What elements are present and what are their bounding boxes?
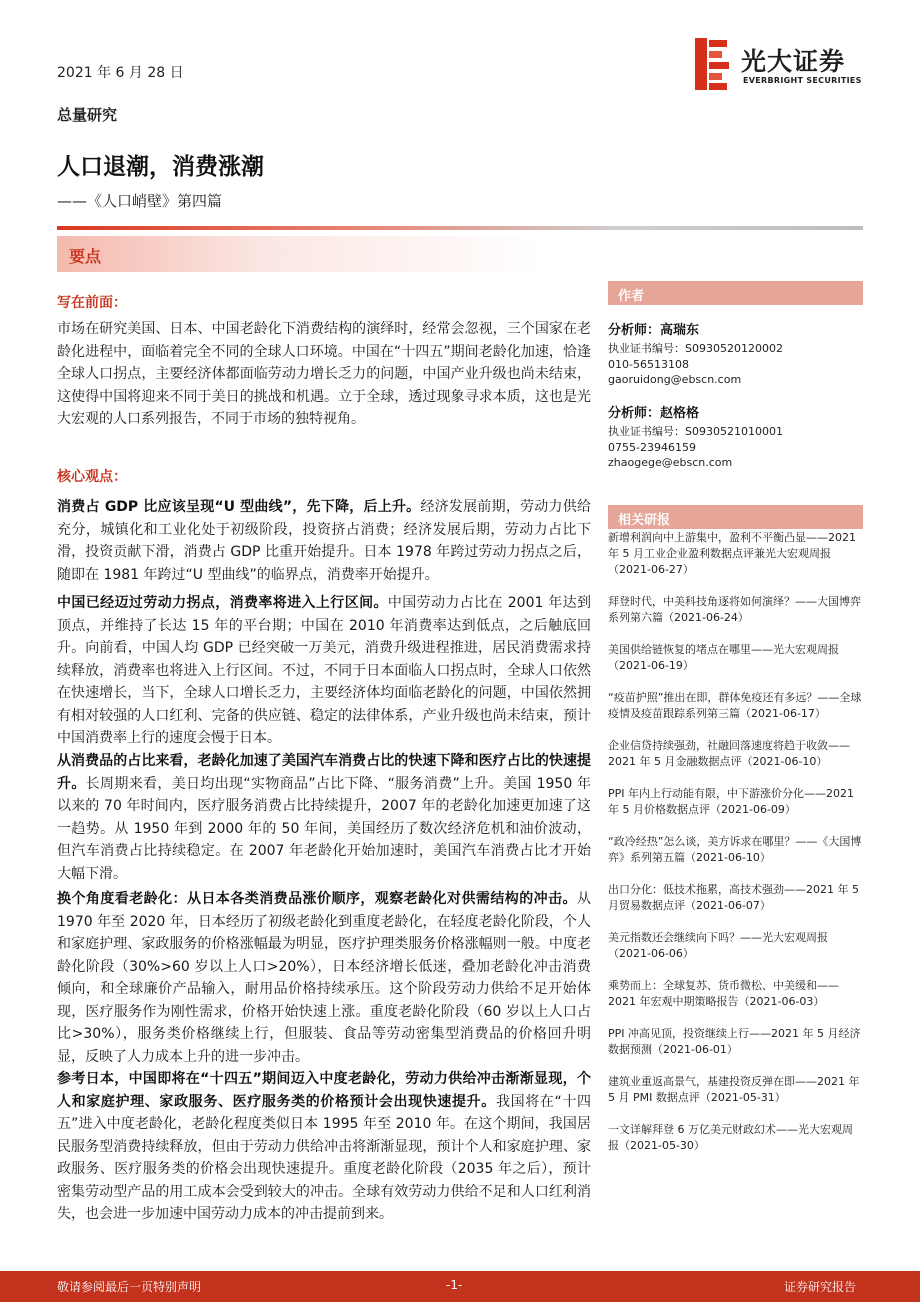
- analyst-phone: 010-56513108: [608, 357, 689, 371]
- core-point-body: 长周期来看，美日均出现“实物商品”占比下降、“服务消费”上升。美国 1950 年以来的 70 年时间内，医疗服务消费占比持续提升，2007 年的老龄化加速更加速了这一趋势。从 1950 年到 2000 年的 50 年间，美国经历了数次经济危机和油价波动，但汽车消费占比持续稳定。在 2007 年老龄化开始加速时，美国汽车消费占比才开始大幅下滑。: [57, 775, 592, 882]
- related-report-item[interactable]: 新增利润向中上游集中，盈利不平衡凸显——2021 年 5 月工业企业盈利数据点评兼光大宏观周报（2021-06-27）: [608, 531, 856, 576]
- core-title: 核心观点：: [57, 469, 127, 485]
- core-point-2: [57, 592, 591, 750]
- analyst-name: 分析师：赵格格: [608, 406, 700, 421]
- core-point-lead: 参考日本，中国即将在“十四五”期间迈入中度老龄化，劳动力供给冲击渐渐显现，个人和家庭护理、家政服务、医疗服务类的价格预计会出现快速提升。: [57, 1071, 591, 1110]
- logo-english-name: EVERBRIGHT SECURITIES: [743, 76, 862, 85]
- related-reports-list: [608, 530, 863, 1170]
- core-point-paragraph: [57, 592, 591, 750]
- related-report-item[interactable]: PPI 冲高见顶，投资继续上行——2021 年 5 月经济数据预测（2021-06-01）: [608, 1027, 861, 1056]
- core-point-lead: 换个角度看老龄化：从日本各类消费品涨价顺序，观察老龄化对供需结构的冲击。: [57, 891, 577, 907]
- foreword-title: 写在前面：: [57, 295, 127, 311]
- related-report-item[interactable]: “政冷经热”怎么谈，美方诉求在哪里？——《大国博弈》系列第五篇（2021-06-10）: [608, 835, 862, 864]
- report-category: 总量研究: [57, 106, 118, 124]
- core-point-lead: 消费占 GDP 比应该呈现“U 型曲线”，先下降，后上升。: [57, 499, 421, 515]
- related-report-item[interactable]: “疫苗护照”推出在即，群体免疫还有多远？——全球疫情及疫苗跟踪系列第三篇（2021-06-17）: [608, 691, 862, 720]
- page-footer: [0, 1271, 920, 1302]
- related-report-item[interactable]: 一文详解拜登 6 万亿美元财政幻术——光大宏观周报（2021-05-30）: [608, 1123, 853, 1152]
- core-point-paragraph: [57, 496, 591, 586]
- related-report-item[interactable]: 美元指数还会继续向下吗？——光大宏观周报（2021-06-06）: [608, 931, 828, 960]
- report-title: 人口退潮，消费涨潮: [57, 154, 264, 180]
- footer-report-type: 证券研究报告: [783, 1280, 856, 1294]
- related-report-item[interactable]: 乘势而上：全球复苏、货币微松、中美缓和——2021 年宏观中期策略报告（2021-06-03）: [608, 979, 839, 1008]
- analyst-name: 分析师：高瑞东: [608, 323, 700, 338]
- core-point-body: 我国将在“十四五”进入中度老龄化，老龄化程度类似日本 1995 年至 2010 年。在这个期间，我国居民服务型消费持续释放，但由于劳动力供给冲击将渐渐显现，预计个人和家庭护理、家政服务、医疗服务类的价格会出现快速提升。重度老龄化阶段（2035 年之后），预计密集劳动型产品的用工成本会受到较大的冲击。全球有效劳动力供给不足和人口红利消失，也会进一步加速中国劳动力成本的冲击提前到来。: [57, 1093, 591, 1222]
- analyst-license: 执业证书编号：S0930521010001: [608, 425, 783, 438]
- header-divider: [57, 226, 863, 230]
- keypoints-banner: [57, 236, 863, 272]
- core-point-paragraph: [57, 1068, 591, 1226]
- analyst-email[interactable]: gaoruidong@ebscn.com: [608, 373, 742, 386]
- analyst-email[interactable]: zhaogege@ebscn.com: [608, 456, 733, 469]
- everbright-logo-icon: [695, 38, 731, 90]
- authors-header: [608, 281, 863, 305]
- page-number: -1-: [446, 1278, 463, 1292]
- keypoints-label: 要点: [69, 247, 102, 266]
- related-report-item[interactable]: 建筑业重返高景气，基建投资反弹在即——2021 年 5 月 PMI 数据点评（2021-05-31）: [608, 1075, 860, 1104]
- related-report-item[interactable]: 出口分化：低技术拖累，高技术强劲——2021 年 5 月贸易数据点评（2021-06-07）: [608, 883, 859, 912]
- foreword-paragraph: 市场在研究美国、日本、中国老龄化下消费结构的演绎时，经常会忽视，三个国家在老龄化进程中，面临着完全不同的全球人口环境。中国在“十四五”期间老龄化加速，恰逢全球人口拐点，主要经济体都面临劳动力增长乏力的问题，中国产业升级也尚未结束，这使得中国将迎来不同于美日的挑战和机遇。立于全球，透过现象寻求本质，这也是光大宏观的人口系列报告，不同于市场的独特视角。: [57, 321, 591, 427]
- related-label: 相关研报: [618, 513, 671, 528]
- analyst-license: 执业证书编号：S0930520120002: [608, 342, 783, 355]
- foreword-section: [57, 318, 591, 431]
- related-header: [608, 505, 863, 529]
- core-point-body: 从 1970 年至 2020 年，日本经历了初级老龄化到重度老龄化，在轻度老龄化阶段，个人和家庭护理、家政服务的价格涨幅最为明显，医疗护理类服务价格涨幅则一般。中度老龄化阶段（30%>60 岁以上人口>20%），日本经济增长低迷，叠加老龄化冲击消费倾向，和全球廉价产品输入，耐用品价格持续承压。这个阶段劳动力供给不足开始体现，医疗服务作为刚性需求，价格开始快速上涨。重度老龄化阶段（60 岁以上人口占比>30%），服务类价格继续上行，但服装、食品等劳动密集型消费品的价格回升明显，反映了人力成本上升的进一步冲击。: [57, 891, 591, 1065]
- related-report-item[interactable]: PPI 年内上行动能有限，中下游涨价分化——2021 年 5 月价格数据点评（2021-06-09）: [608, 787, 855, 816]
- core-point-3: [57, 750, 591, 885]
- core-point-paragraph: [57, 750, 591, 885]
- core-point-1: [57, 496, 591, 586]
- footer-disclaimer: 敬请参阅最后一页特别声明: [57, 1280, 202, 1294]
- report-date: 2021 年 6 月 28 日: [57, 65, 184, 81]
- related-report-item[interactable]: 企业信贷持续强劲，社融回落速度将趋于收敛——2021 年 5 月金融数据点评（2021-06-10）: [608, 739, 850, 768]
- related-report-item[interactable]: 拜登时代，中美科技角逐将如何演绎？——大国博弈系列第六篇（2021-06-24）: [608, 595, 861, 624]
- core-point-lead: 中国已经迈过劳动力拐点，消费率将进入上行区间。: [57, 595, 388, 611]
- core-point-body: 经济发展前期，劳动力供给充分，城镇化和工业化处于初级阶段，投资挤占消费；经济发展后期，劳动力占比下滑，投资贡献下滑，消费占 GDP 比重开始提升。日本 1978 年跨过劳动力拐点之后，随即在 1981 年跨过“U 型曲线”的临界点，消费率开始提升。: [57, 499, 592, 583]
- core-point-5: [57, 1068, 591, 1226]
- logo-chinese-name: 光大证券: [741, 47, 846, 76]
- core-heading: [57, 466, 591, 486]
- related-report-item[interactable]: 美国供给链恢复的堵点在哪里——光大宏观周报（2021-06-19）: [608, 643, 839, 672]
- analyst-card: [608, 404, 863, 471]
- core-point-body: 中国劳动力占比在 2001 年达到顶点，并维持了长达 15 年的平台期；中国在 2010 年消费率达到低点，之后触底回升。向前看，中国人均 GDP 已经突破一万美元，消费升级进程推进，居民消费需求持续释放，消费率也将进入上行区间。不过，不同于日本面临人口拐点时，全球人口依然在快速增长，当下，全球人口增长乏力，主要经济体均面临老龄化的问题，中国依然拥有相对较强的人口红利、完备的供应链、稳定的法律体系，产业升级也尚未结束，预计中国消费率上行的速度会慢于日本。: [57, 595, 592, 746]
- analyst-phone: 0755-23946159: [608, 440, 696, 454]
- foreword-heading: [57, 292, 591, 312]
- authors-label: 作者: [618, 289, 645, 304]
- analyst-card: [608, 321, 863, 388]
- company-logo: [695, 38, 875, 94]
- core-point-paragraph: [57, 888, 591, 1068]
- core-point-4: [57, 888, 591, 1068]
- report-subtitle: ——《人口峭壁》第四篇: [57, 192, 223, 210]
- core-point-lead: 从消费品的占比来看，老龄化加速了美国汽车消费占比的快速下降和医疗占比的快速提升。: [57, 753, 591, 792]
